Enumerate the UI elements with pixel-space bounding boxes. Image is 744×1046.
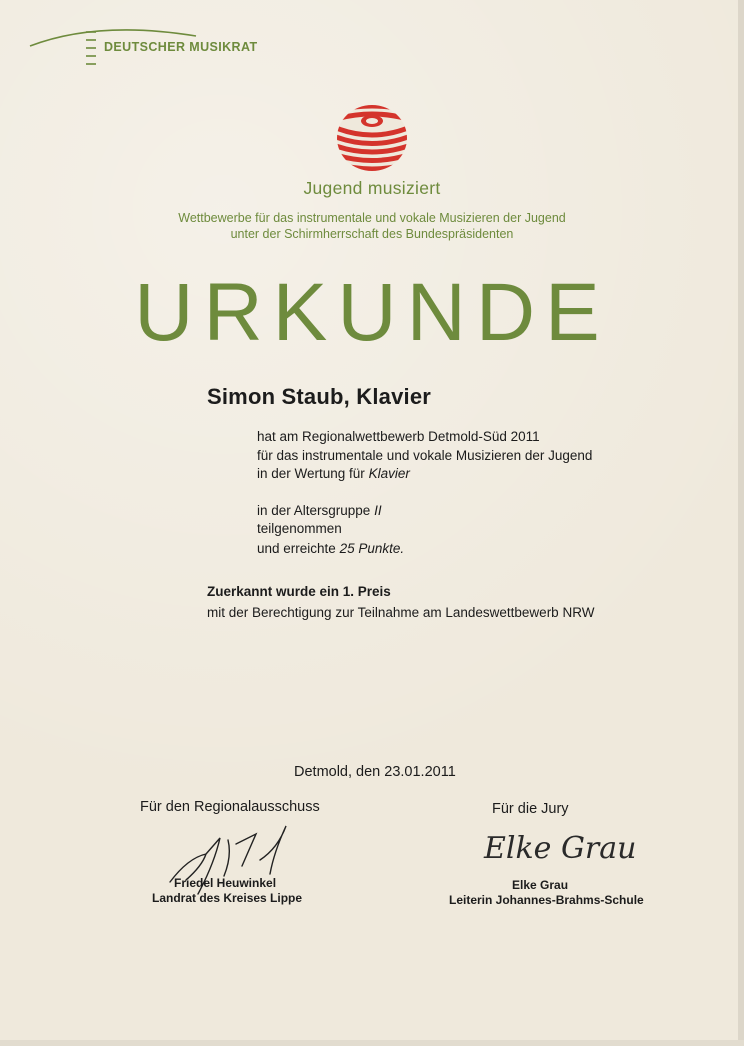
jugend-musiziert-logo-icon bbox=[336, 104, 408, 172]
signature-left-heading: Für den Regionalausschuss bbox=[140, 799, 320, 815]
signature-left-name: Friedel Heuwinkel bbox=[174, 876, 277, 890]
signature-left-title: Landrat des Kreises Lippe bbox=[152, 891, 303, 905]
score-value: 25 Punkte. bbox=[339, 541, 405, 556]
age-group-prefix: in der Altersgruppe bbox=[257, 503, 375, 518]
age-group-value: II bbox=[374, 503, 382, 518]
scan-edge-bottom bbox=[0, 1040, 744, 1046]
body-line-purpose: für das instrumentale und vokale Musizieren der Jugend bbox=[257, 448, 593, 463]
award-detail: mit der Berechtigung zur Teilnahme am Landeswettbewerb NRW bbox=[207, 605, 595, 620]
body-line-competition: hat am Regionalwettbewerb Detmold-Süd 2011 bbox=[257, 429, 540, 444]
program-subtitle-line-2: unter der Schirmherrschaft des Bundespräsidenten bbox=[230, 227, 514, 241]
score-prefix: und erreichte bbox=[257, 541, 340, 556]
scan-edge-right bbox=[738, 0, 744, 1046]
category-value: Klavier bbox=[368, 466, 410, 481]
signature-right-heading: Für die Jury bbox=[492, 801, 569, 817]
signature-right-name: Elke Grau bbox=[512, 878, 569, 892]
body-line-score bbox=[257, 540, 404, 558]
category-prefix: in der Wertung für bbox=[257, 466, 369, 481]
signature-right-handwriting: Elke Grau bbox=[484, 831, 637, 866]
body-line-age-group bbox=[257, 502, 382, 520]
certificate-title: URKUNDE bbox=[134, 267, 610, 358]
signature-right-title: Leiterin Johannes-Brahms-Schule bbox=[449, 893, 644, 907]
signature-right-scribble bbox=[478, 820, 637, 876]
award-heading: Zuerkannt wurde ein 1. Preis bbox=[207, 584, 391, 599]
body-line-participated: teilgenommen bbox=[257, 521, 342, 536]
place-date: Detmold, den 23.01.2011 bbox=[294, 764, 456, 780]
recipient-name: Simon Staub, Klavier bbox=[207, 384, 432, 409]
organization-name: DEUTSCHER MUSIKRAT bbox=[104, 40, 258, 54]
body-line-category bbox=[257, 465, 410, 483]
program-name: Jugend musiziert bbox=[303, 178, 441, 198]
program-subtitle-line-1: Wettbewerbe für das instrumentale und vokale Musizieren der Jugend bbox=[178, 211, 566, 225]
